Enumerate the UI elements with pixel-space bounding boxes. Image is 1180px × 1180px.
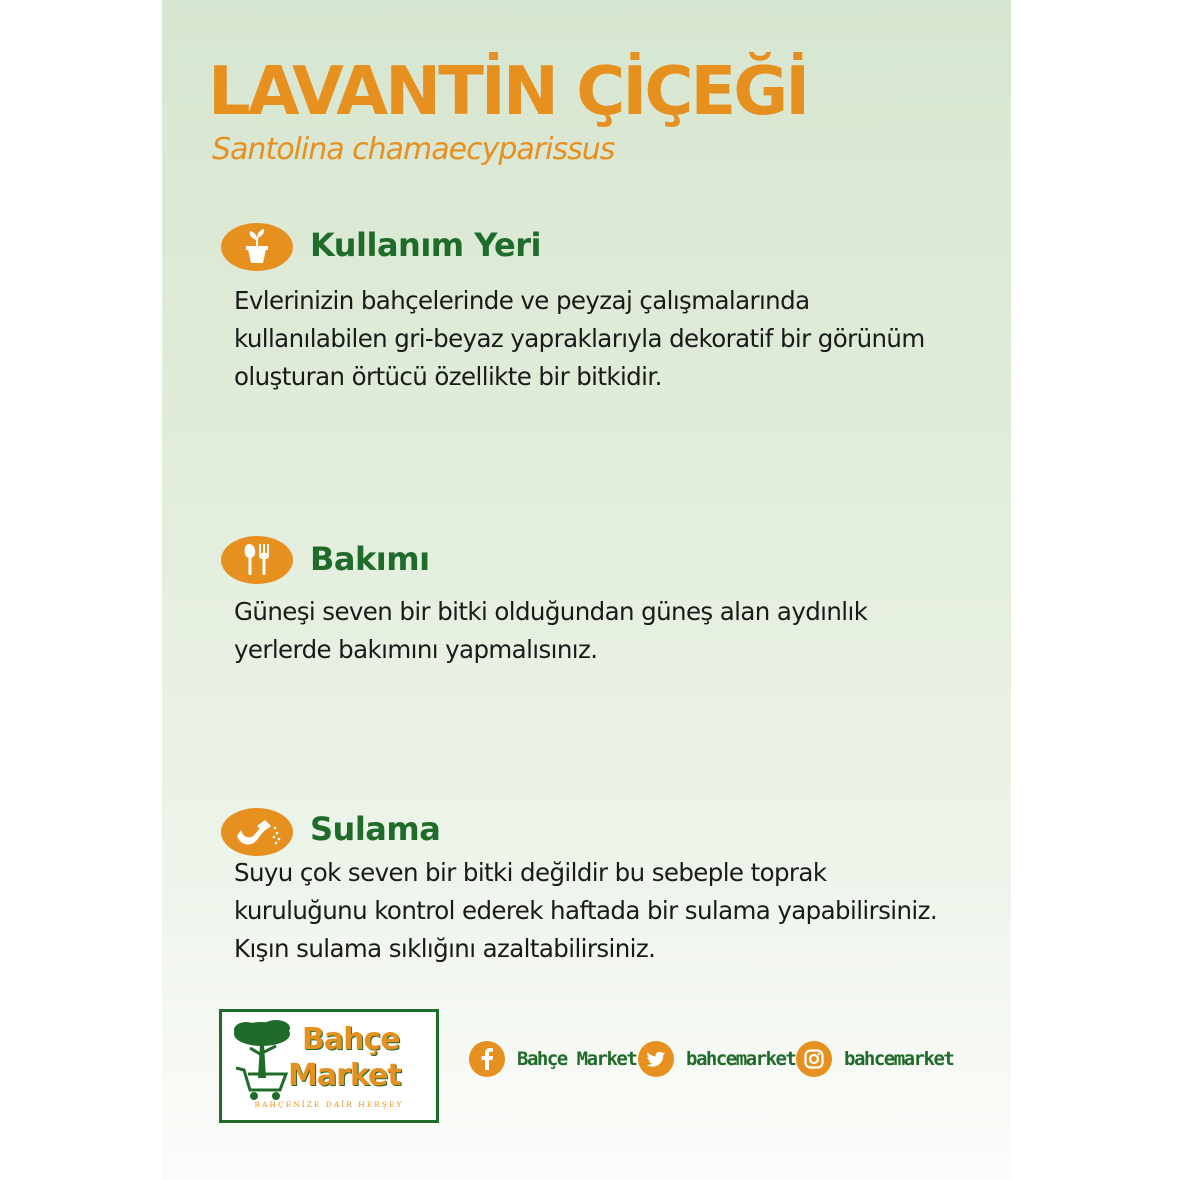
twitter-handle: bahcemarket [686,1048,796,1070]
botanical-name: Santolina chamaecyparissus [212,132,615,167]
logo-text-line1: Bahçe [302,1022,400,1057]
info-card [162,0,1011,1180]
logo-text-line2: Market [288,1058,401,1093]
social-facebook[interactable] [469,1040,636,1078]
instagram-icon [796,1041,832,1077]
social-instagram[interactable] [796,1040,953,1078]
text-line: oluşturan örtücü özellikte bir bitkidir. [234,362,662,391]
text-line: Suyu çok seven bir bitki değildir bu sebeple toprak [234,858,827,887]
logo-tagline: BAHÇENİZE DAİR HERŞEY [254,1100,404,1109]
text-line: Evlerinizin bahçelerinde ve peyzaj çalışmalarında [234,286,810,315]
social-twitter[interactable] [638,1040,795,1078]
text-line: yerlerde bakımını yapmalısınız. [234,635,598,664]
section-text-usage [234,282,1004,396]
text-line: kullanılabilen gri-beyaz yapraklarıyla dekoratif bir görünüm [234,324,925,353]
watering-can-icon [221,808,293,856]
section-text-watering [234,854,1004,968]
section-text-care [234,593,1004,669]
brand-logo [219,1009,439,1123]
text-line: Güneşi seven bir bitki olduğundan güneş alan aydınlık [234,597,868,626]
section-heading-care: Bakımı [310,540,430,578]
facebook-icon [469,1041,505,1077]
page-title: LAVANTİN ÇİÇEĞİ [208,52,808,130]
facebook-handle: Bahçe Market [517,1048,637,1070]
instagram-handle: bahcemarket [844,1048,954,1070]
garden-tools-icon [221,536,293,584]
section-heading-usage: Kullanım Yeri [310,226,541,264]
potted-plant-icon [221,223,293,271]
tree-cart-icon [230,1018,294,1104]
section-heading-watering: Sulama [310,810,441,848]
twitter-icon [638,1041,674,1077]
text-line: Kışın sulama sıklığını azaltabilirsiniz. [234,934,656,963]
text-line: kuruluğunu kontrol ederek haftada bir sulama yapabilirsiniz. [234,896,938,925]
